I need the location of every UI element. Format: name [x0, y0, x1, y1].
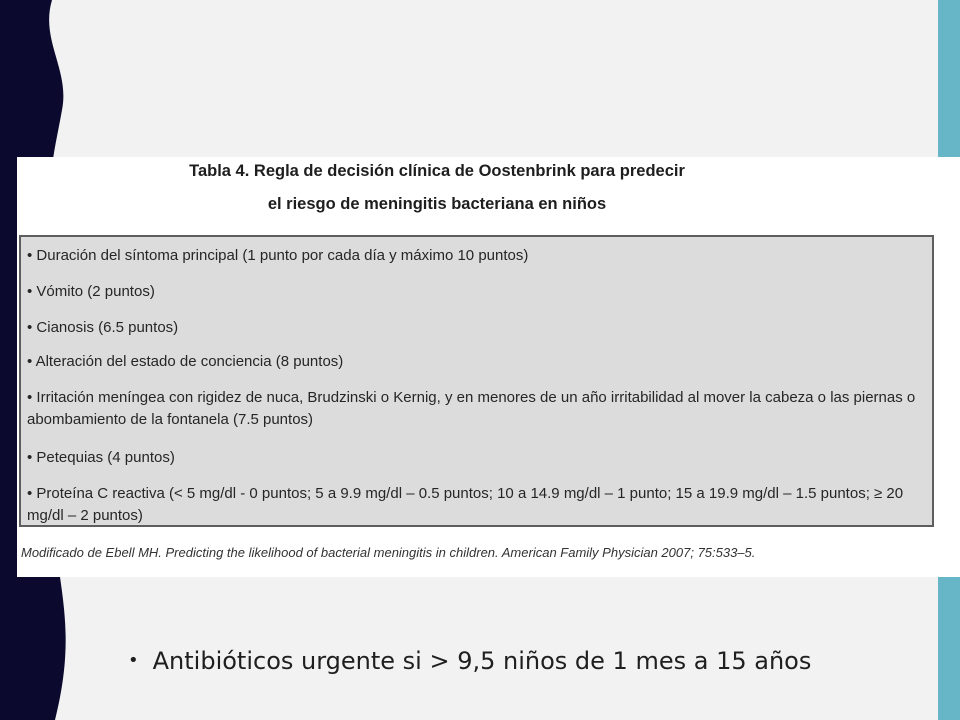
- criteria-item-crp: • Proteína C reactiva (< 5 mg/dl - 0 puntos; 5 a 9.9 mg/dl – 0.5 puntos; 10 a 14.9 mg/dl – 1 punto; 15 a 19.9 mg/dl – 1.5 puntos; ≥ 20 mg/dl – 2 puntos): [27, 485, 904, 524]
- criteria-item-vomit: • Vómito (2 puntos): [27, 283, 155, 300]
- slide-bullet: [128, 647, 811, 675]
- criteria-item-duration: • Duración del síntoma principal (1 punto por cada día y máximo 10 puntos): [27, 247, 529, 264]
- bullet-marker: •: [128, 650, 139, 671]
- criteria-item-consciousness: • Alteración del estado de conciencia (8 puntos): [27, 353, 344, 370]
- criteria-item-petechiae: • Petequias (4 puntos): [27, 449, 175, 466]
- bullet-text: Antibióticos urgente si > 9,5 niños de 1 mes a 15 años: [152, 647, 812, 675]
- criteria-item-meningeal: • Irritación meníngea con rigidez de nuca, Brudzinski o Kernig, y en menores de un año irritabilidad al mover la cabeza o las piernas o abombamiento de la fontanela (7.5 puntos): [27, 389, 916, 428]
- table-title-line2: el riesgo de meningitis bacteriana en niños: [267, 195, 607, 213]
- criteria-item-cyanosis: • Cianosis (6.5 puntos): [27, 319, 179, 336]
- table-caption: Modificado de Ebell MH. Predicting the likelihood of bacterial meningitis in children. American Family Physician 2007; 75:533–5.: [21, 545, 756, 560]
- criteria-box: [19, 235, 934, 527]
- table-title-label: Tabla 4.: [189, 162, 250, 180]
- table-title-line1: [0, 162, 917, 181]
- oostenbrink-table-figure: [17, 157, 960, 577]
- table-title-text: Regla de decisión clínica de Oostenbrink para predecir: [253, 162, 685, 180]
